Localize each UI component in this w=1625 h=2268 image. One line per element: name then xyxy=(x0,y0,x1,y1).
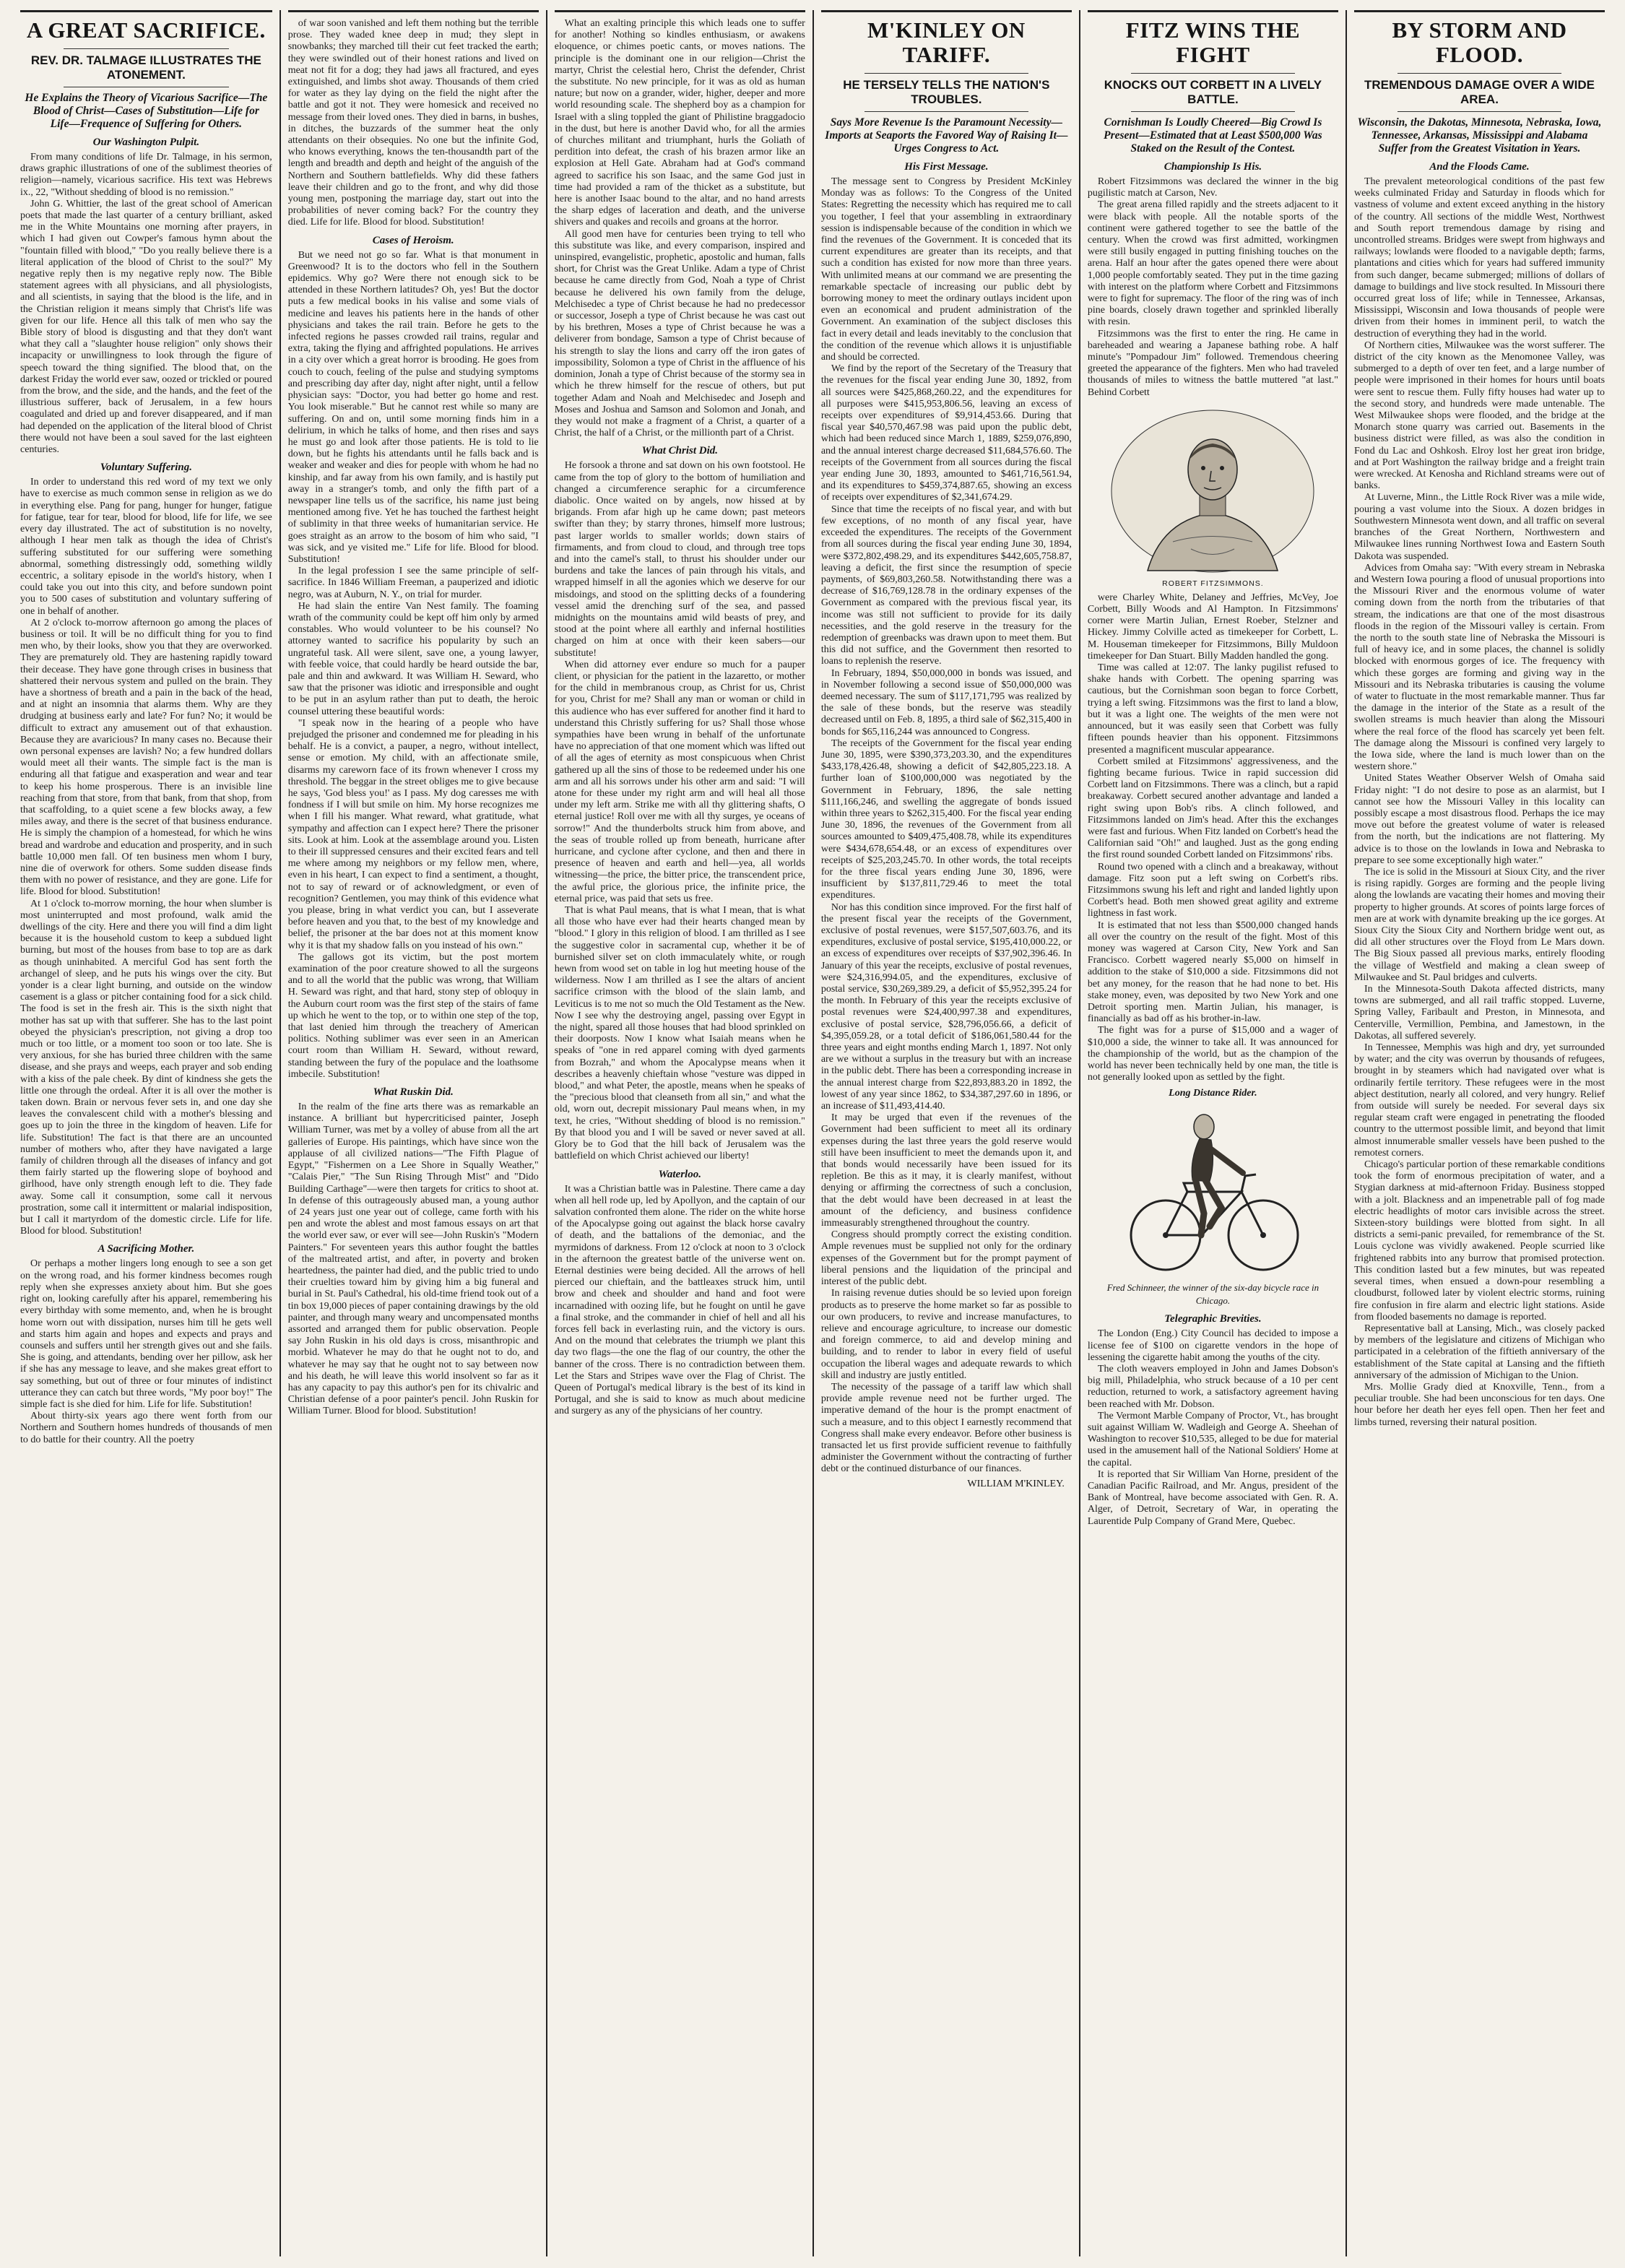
paragraph: At Luverne, Minn., the Little Rock River was a mile wide, pouring a vast volume into the Sioux. A dozen bridges in Southwestern Minnesota went down, and all traffic on several branches of the Great Northern, Northwestern and Milwaukee lines running Northwest Iowa and Eastern South Dakota was suspended. xyxy=(1353,492,1606,562)
paragraph: In February, 1894, $50,000,000 in bonds was issued, and in November following a second issue of $50,000,000 was deemed necessary. The sum of $117,171,795 was realized by the sale of these bonds, but the reserve was steadily decreased until on Feb. 8, 1895, a third sale of $62,315,400 in bonds for $65,116,244 was announced to Congress. xyxy=(820,667,1072,737)
section-head: Voluntary Suffering. xyxy=(100,462,192,474)
paragraph: In the realm of the fine arts there was as remarkable an instance. A brilliant but hypercriticised painter, Joseph William Turner, was met by a volley of abuse from all the art galleries of Europe. His paintings, which have since won the applause of all civilized nations—"The Fifth Plague of Egypt," "Fishermen on a Lee Shore in Squally Weather," "Calais Pier," "The Sun Rising Through Mist" and "Dido Building Carthage"—were then targets for critics to shoot at. In defense of this outrageously abused man, a young author of 24 years just one year out of college, came forth with his pen and wrote the ablest and most famous essays on art that the world ever saw, or ever will see—John Ruskin's "Modern Painters." For seventeen years this author fought the battles of the maltreated artist, and after, in poverty and broken heartedness, the painter had died, and the public tried to undo their cruelties toward him by giving him a big funeral and burial in St. Paul's Cathedral, his old-time friend took out of a tin box 19,000 pieces of paper containing drawings by the old painter, and through many weary and uncompensated months assorted and arranged them for public observation. People say John Ruskin in his old days is cross, misanthropic and morbid. Whatever he may do that he ought not to do, and whatever he may say that he ought not to say between now and his death, he will leave this world insolvent so far as it has any capacity to pay this author's pen for its chivalric and Christian defense of a poor painter's pencil. John Ruskin for William Turner. Blood for blood. Substitution! xyxy=(287,1101,539,1417)
column-talmage-end xyxy=(546,10,812,2256)
article-body xyxy=(288,18,539,1418)
paragraph: John G. Whittier, the last of the great school of American poets that made the last quarter of a century brilliant, asked me in the White Mountains one morning after prayers, in which I had given out Cowper's famous hymn about the "fountain filled with blood," "Do you really believe there is a literal application of the blood of Christ to the soul?" My negative reply then is my negative reply now. The Bible statement agrees with all physicians, and all physiologists, and all scientists, in saying that the blood is the life, and in the Christian religion it means simply that Christ's life was given for our life. Hence all this talk of men who say the Bible story of blood is disgusting and that they don't want what they call a "slaughter house religion" only shows their incapacity or unwillingness to look through the figure of speech toward the thing signified. The blood that, on the darkest Friday the world ever saw, oozed or trickled or poured from the brow, and the side, and the hands, and the feet of the illustrious sufferer, back of Jerusalem, in a few hours coagulated and dried up and forever disappeared, and if man had depended on the application of the literal blood of Christ there would not have been a soul saved for the last eighteen centuries. xyxy=(20,198,272,456)
paragraph: of war soon vanished and left them nothing but the terrible prose. They waded knee deep in mud; they slept in snowbanks; they marched till their cut feet tracked the earth; they were swindled out of their honest rations and lived on meat not fit for a dog; they had jaws all fractured, and eyes extinguished, and limbs shot away. Thousands of them cried for water as they lay dying on the field the night after the battle and got it not. They were homesick and received no message from their loved ones. They died in barns, in bushes, in ditches, the buzzards of the summer heat the only attendants on their obsequies. No one but the infinite God, who knows everything, knows the ten-thousandth part of the length and breadth and depth and height of the anguish of the Northern and Southern battlefields. Why did these fathers leave their children and go to the front, and why did those young men, postponing the marriage day, start out into the probabilities of never coming back? For the country they died. Life for life. Blood for blood. Substitution! xyxy=(287,18,539,228)
deck: HE TERSELY TELLS THE NATION'S TROUBLES. xyxy=(843,78,1050,106)
paragraph: It is estimated that not less than $500,000 changed hands all over the country on the result of the fight. Most of this money was wagered at Carson City, New York and San Francisco. Corbett wagered nearly $5,000 on himself in addition to the stake of $10,000 a side. Fitzsimmons did not bet any money, for the reason that he had none to bet. His stake money, even, was deposited by two New York and one Detroit sporting men. Martin Julian, his manager, is financially as bad off as his brother-in-law. xyxy=(1087,919,1338,1025)
paragraph: The fight was for a purse of $15,000 and a wager of $10,000 a side, the winner to take all. It was announced for the championship of the world, but as the champion of the world has never been technically held by one man, the title is not generally looked upon as settled by the fight. xyxy=(1087,1025,1338,1083)
paragraph: In raising revenue duties should be so levied upon foreign products as to preserve the home market so far as possible to our own producers, to revive and increase manufactures, to relieve and encourage agriculture, to increase our domestic and foreign commerce, to aid and develop mining and building, and to render to labor in every field of useful occupation the liberal wages and adequate rewards to which skill and industry are justly entitled. xyxy=(820,1288,1072,1381)
paragraph: Time was called at 12:07. The lanky pugilist refused to shake hands with Corbett. The opening sparring was cautious, but the Cornishman soon began to force Corbett, trying a left swing. Fitzsimmons was the first to land a blow, but it was a light one. The weights of the men were not announced, but it was easily seen that Corbett was fully fifteen pounds heavier than his opponent. Fitzsimmons presented a magnificent muscular appearance. xyxy=(1087,662,1338,756)
paragraph: In Tennessee, Memphis was high and dry, yet surrounded by water; and the city was overrun by thousands of refugees, brought in by steamers which had navigated over what is ordinarily fertile territory. These refugees were in the most abject destitution, nearly all colored, and very hungry. Relief from outside will surely be needed. For several days six regular steam craft were engaged in penetrating the flooded country to the uttermost possible limit, and beyond that limit almost innumerable smaller vessels have been pushed to the remotest corners. xyxy=(1353,1042,1606,1159)
boxer-portrait-icon xyxy=(1104,404,1321,578)
subdeck: Says More Revenue Is the Paramount Necessity—Imports at Seaports the Favored Way of Raising It—Urges Congress to Act. xyxy=(825,116,1068,155)
paragraph: When did attorney ever endure so much for a pauper client, or physician for the patient in the lazaretto, or mother for the child in membranous croup, as Christ for us, Christ for you, Christ for me? Shall any man or woman or child in this audience who has ever suffered for another find it hard to understand this Christly suffering for us? Shall those whose sympathies have been wrung in behalf of the unfortunate have no appreciation of that one moment which was lifted out of all the ages of eternity as most conspicuous when Christ gathered up all the sins of those to be redeemed under his one arm and all his sorrows under his other arm and said: "I will atone for these under my right arm and will heal all those under my left arm. Strike me with all thy glittering shafts, O eternal justice! Roll over me with all thy surges, ye oceans of sorrow!" And the thunderbolts struck him from above, and the seas of trouble rolled up from beneath, hurricane after hurricane, and cyclone after cyclone, and then and there in presence of heaven and earth and hell—yea, all worlds witnessing—the price, the bitter price, the transcendent price, the awful price, the glorious price, the infinite price, the eternal price, was paid that sets us free. xyxy=(554,659,805,904)
paragraph: In the Minnesota-South Dakota affected districts, many towns are submerged, and all rail traffic stopped. Luverne, Spring Valley, Faribault and Preston, in Minnesota, and Centerville, Vermillion, Pembina, and Jamestown, in the Dakotas, all suffered severely. xyxy=(1353,984,1606,1042)
paragraph: Advices from Omaha say: "With every stream in Nebraska and Western Iowa pouring a flood of unusual proportions into the Missouri River and the enormous volume of water coming down from the north from the tributaries of that stream, the indications are that one of the most disastrous floods in the region of the Missouri valley is certain. From the north to the south state line of Nebraska the Missouri is full of heavy ice, and in some places, the channel is solidly blocked with enormous gorges of ice. The frequency with which these gorges are forming and giving way in the Missouri and its Nebraska tributaries is causing the volume of water to fluctuate in the most remarkable manner. Thus far the damage in the interior of the State as a result of the swollen streams is much heavier than along the Missouri where the real force of the flood has scarcely yet been felt. The damage along the Missouri is confined very largely to the Iowa side, where the land is much lower than on the western shore." xyxy=(1353,562,1606,773)
section-head: A Sacrificing Mother. xyxy=(98,1243,195,1255)
deck: TREMENDOUS DAMAGE OVER A WIDE AREA. xyxy=(1364,78,1595,106)
divider xyxy=(864,73,1028,74)
fitzsimmons-portrait xyxy=(1088,404,1338,588)
article-body xyxy=(821,161,1072,1490)
figure-title: Long Distance Rider. xyxy=(1169,1088,1257,1099)
figure-caption: Fred Schinneer, the winner of the six-day bicycle race in Chicago. xyxy=(1106,1282,1320,1307)
paragraph: Or perhaps a mother lingers long enough to see a son get on the wrong road, and his former kindness becomes rough reply when she expresses anxiety about him. But she goes right on, looking carefully after his apparel, remembering his every birthday with some memento, and, when he is brought home worn out with dissipation, nurses him till he gets well and starts him again and hopes and expects and prays and counsels and suffers until her strength gives out and she fails. She is going, and attendants, bending over her pillow, ask her if she has any message to leave, and she makes great effort to say something, but out of three or four minutes of indistinct utterance they can catch but three words, "My poor boy!" The simple fact is she died for him. Life for life. Substitution! xyxy=(20,1258,272,1410)
divider xyxy=(64,48,229,49)
paragraph: Of Northern cities, Milwaukee was the worst sufferer. The district of the city known as the Menomonee Valley, was submerged to a depth of over ten feet, and a large number of people were imprisoned in their homes for hours until boats were sent to rescue them. Fully fifty houses had water up to the second story, and hundreds were made untenable. The West Milwaukee shops were flooded, and the bridge at the Monarch stone quarry was carried out. Basements in the business district were filled, as was also the condition in Fond du Lac and Oshkosh. Elroy lost her great iron bridge, and at Port Washington the railway bridge and a freight train were wrecked. At Kenosha and Richland streams were out of banks. xyxy=(1353,339,1606,492)
paragraph: What an exalting principle this which leads one to suffer for another! Nothing so kindles enthusiasm, or awakens eloquence, or chimes poetic cants, or moves nations. The principle is the dominant one in our religion—Christ the martyr, Christ the celestial hero, Christ the defender, Christ the substitute. No new principle, for it was as old as human nature; but now on a grander, wider, higher, deeper and more world resounding scale. The shepherd boy as a champion for Israel with a sling toppled the giant of Philistine braggadocio in the dust, but here is another David who, for all the armies of churches militant and triumphant, hurls the Goliath of perdition into defeat, the crash of his brazen armor like an explosion at Hell Gate. Abraham had at God's command agreed to sacrifice his son Isaac, and the same God just in time had provided a ram of the thicket as a substitute, but here is another Isaac bound to the altar, and no hand arrests the sharp edges of laceration and death, and the universe shivers and quakes and recoils and groans at the horror. xyxy=(554,18,805,228)
top-rule xyxy=(1354,10,1605,12)
brief-item: The Vermont Marble Company of Proctor, Vt., has brought suit against William W. Wadleigh and George A. Sheehan of Washington to recover $10,535, alleged to be due for material used in the amusement hall of the National Soldiers' Home at the capital. xyxy=(1087,1410,1338,1468)
paragraph: At 2 o'clock to-morrow afternoon go among the places of business or toil. It will be no difficult thing for you to find men who, by their looks, show you that they are overworked. They are prematurely old. They are hastening rapidly toward their decease. They have gone through crises in business that shattered their nervous system and pulled on the brain. They have a shortness of breath and a pain in the back of the head, and at night an insomnia that alarms them. Why are they drudging at business early and late? For fun? No; it would be difficult to extract any amusement out of that exhaustion. Because they are avaricious? In many cases no. Because their own personal expenses are lavish? No; a few hundred dollars would meet all their wants. The simple fact is the man is enduring all that fatigue and exasperation and wear and tear to keep his home prosperous. There is an invisible line reaching from that store, from that bank, from that shop, from that scaffolding, to a quiet scene a few blocks away, a few miles away, and there is the secret of that business endurance. He is simply the champion of a homestead, for which he wins bread and wardrobe and education and prosperity, and in such battle 10,000 men fall. Of ten business men whom I bury, nine die of overwork for others. Some sudden disease finds them with no power of resistance, and they are gone. Life for life. Blood for blood. Substitution! xyxy=(20,617,272,898)
column-floods xyxy=(1346,10,1612,2256)
paragraph: In the legal profession I see the same principle of self-sacrifice. In 1846 William Freeman, a pauperized and idiotic negro, was at Auburn, N. Y., on trial for murder. xyxy=(287,566,539,600)
paragraph: The prevalent meteorological conditions of the past few weeks culminated Friday and Saturday in floods which for vastness of volume and extent exceed anything in the history of the country. All sections of the middle West, Northwest and South report tremendous damage by rising and uncontrolled streams. Bridges were swept from highways and railways; lowlands were flooded to a navigable depth; farms, plantations and cities which for years had suffered immunity from such danger, became submerged; millions of dollars of damage to buildings and live stock resulted. In Missouri there occurred great loss of life; while in Tennessee, Arkansas, Mississippi, Wisconsin and Iowa thousands of people were driven from their homes in imminent peril, to watch the destruction of everything they had in the world. xyxy=(1353,176,1606,339)
paragraph: The gallows got its victim, but the post mortem examination of the poor creature showed to all the surgeons and to all the world that the public was wrong, that William H. Seward was right, and that hard, stony step of obloquy in the Auburn court room was the first step of the stairs of fame up which he went to the top, or to within one step of the top, that last denied him through the treachery of American politics. Nothing sublimer was ever seen in an American court room than William H. Seward, without reward, standing between the fury of the populace and the loathsome imbecile. Substitution! xyxy=(287,951,539,1080)
paragraph: From many conditions of life Dr. Talmage, in his sermon, draws graphic illustrations of one of the sublimest theories of religion—namely, vicarious sacrifice. His text was Hebrews ix., 22, "Without shedding of blood is no remission." xyxy=(20,152,272,198)
paragraph: Corbett smiled at Fitzsimmons' aggressiveness, and the fighting became furious. Twice in rapid succession did Corbett land on Fitzsimmons. There was a clinch, but a rapid breakaway. Corbett secured another advantage and landed a right swing upon Bob's ribs. A clinch followed, and Fitzsimmons landed on Jim's head. After this the exchanges were fast and furious. When Fitz landed on Corbett's head the Californian said "Oh!" and laughed. Just as the gong ending the first round sounded Corbett landed on Fitzsimmons' ribs. xyxy=(1087,756,1338,861)
divider xyxy=(1398,111,1561,112)
figure-caption: ROBERT FITZSIMMONS. xyxy=(1162,579,1264,588)
top-rule xyxy=(555,10,805,12)
section-head: His First Message. xyxy=(904,161,989,173)
paragraph: Mrs. Mollie Grady died at Knoxville, Tenn., from a peculiar trouble. She had been unconscious for ten days. One hour before her death her eyes fell open. Then her feet and limbs turned, reversing their natural position. xyxy=(1353,1381,1606,1428)
paragraph: were Charley White, Delaney and Jeffries, McVey, Joe Corbett, Billy Woods and Al Hampton. In Fitzsimmons' corner were Martin Julian, Ernest Roeber, Stelzner and Hickey. Jimmy Colville acted as timekeeper for Corbett, L. M. Houseman timekeeper for Fitzsimmons, Billy Muldoon timekeeper for Dan Stuart. Billy Madden handled the gong. xyxy=(1087,592,1338,662)
paragraph: The message sent to Congress by President McKinley Monday was as follows: To the Congress of the United States: Regretting the necessity which has required me to call you together, I feel that your assembling in extraordinary session is indispensable because of the condition in which we find the revenues of the Government. It is conceded that its current expenditures are greater than its receipts, and that such a condition has existed for now more than three years. With unlimited means at our command we are presenting the remarkable spectacle of increasing our public debt by borrowing money to meet the ordinary outlays incident upon even an economical and prudent administration of the Government. An examination of the subject discloses this fact in every detail and leads inevitably to the conclusion that the condition of the revenue which allows it is unjustifiable and should be corrected. xyxy=(820,176,1072,363)
paragraph: Representative ball at Lansing, Mich., was closely packed by members of the legislature and citizens of Michigan who participated in a celebration of the fiftieth anniversary of the establishment of the State capital at Lansing and the fiftieth anniversary of the admission of Michigan to the Union. xyxy=(1353,1323,1606,1381)
section-head: What Christ Did. xyxy=(641,445,719,457)
section-head: Cases of Heroism. xyxy=(372,234,454,246)
brief-item: It is reported that Sir William Van Horne, president of the Canadian Pacific Railroad, and Mr. Angus, president of the Bank of Montreal, have become associated with Gen. R. A. Alger, of Detroit, Secretary of War, in operating the Laurentide Pulp Company of Grand Mere, Quebec. xyxy=(1087,1468,1338,1527)
article-body xyxy=(1354,161,1605,1429)
paragraph: Fitzsimmons was the first to enter the ring. He came in bareheaded and wearing a Japanese bathing robe. A half minute's "Pompadour Jim" followed. Tremendous cheering greeted the appearance of the fighters. Men who had traveled thousands of miles to witness the battle muttered "at last." Behind Corbett xyxy=(1087,328,1338,398)
divider xyxy=(1131,73,1295,74)
bicycle-rider-illustration xyxy=(1088,1105,1338,1278)
column-fitzsimmons xyxy=(1079,10,1346,2256)
paragraph: Chicago's particular portion of these remarkable conditions took the form of enormous precipitation of water, and a Stygian darkness at mid-afternoon Friday. Business stopped with a jolt. Blackness and an impenetrable pall of fog made electric headlights of motor cars invisible across the street. Sixteen-story buildings were blotted from sight. In all districts a semi-panic prevailed, for remembrance of the St. Louis cyclone was vividly awakened. People scurried like frightened rabbits into any burrow that promised protection. This condition lasted but a few minutes, but was repeated several times, when ensued a down-pour resembling a cloudburst, followed later by violent electric storms, ruining fire confusion in fire alarm and electric light stations. Aside from flooded basements no damage is reported. xyxy=(1353,1159,1606,1323)
headline: BY STORM AND FLOOD. xyxy=(1392,17,1567,67)
paragraph: Congress should promptly correct the existing condition. Ample revenues must be supplied not only for the ordinary expenses of the Government but for the prompt payment of liberal pensions and the liquidation of the principal and interest of the public debt. xyxy=(820,1229,1072,1288)
paragraph: But we need not go so far. What is that monument in Greenwood? It is to the doctors who fell in the Southern epidemics. Why go? Were there not enough sick to be attended in these Northern latitudes? Oh, yes! But the doctor puts a few medical books in his valise and some vials of medicine and leaves his patients here in the hands of other physicians and takes the rail train. Before he gets to the infected regions he passes crowded rail trains, regular and extra, taking the flying and affrighted populations. He arrives in a city over which a great horror is brooding. He goes from couch to couch, feeling of the pulse and studying symptoms and prescribing day after day, night after night, until a fellow physician says: "Doctor, you had better go home and rest. You look miserable." But he cannot rest while so many are suffering. On and on, until some morning finds him in a delirium, in which he talks of home, and then rises and says he must go and look after those patients. He is told to lie down, but he fights his attendants until he falls back and is weaker and weaker and dies for people with whom he had no kinship, and far away from his own family, and is hastily put away in a stranger's tomb, and only the fifth part of a newspaper line tells us of the sacrifice, his name just being mentioned among five. Yet he has touched the farthest height of sublimity in that three weeks of humanitarian service. He goes straight as an arrow to the bosom of him who said, "I was sick, and ye visited me." Life for life. Blood for blood. Substitution! xyxy=(287,249,539,565)
paragraph: The receipts of the Government for the fiscal year ending June 30, 1895, were $390,373,203.30, and the expenditures $433,178,426.48, showing a deficit of $42,805,223.18. A further loan of $100,000,000 was negotiated by the Government in February, 1896, the sale netting $111,166,246, and swelling the aggregate of bonds issued within three years to $262,315,400. For the fiscal year ending June 30, 1896, the revenues of the Government from all sources amounted to $409,475,408.78, while its expenditures were $434,678,654.48, or an excess of expenditures over receipts of $25,203,245.70. In other words, the total receipts for the three fiscal years ending June 30, 1896, were insufficient by $137,811,729.46 to meet the total expenditures. xyxy=(820,737,1072,901)
paragraph: The great arena filled rapidly and the streets adjacent to it were black with people. All the notable sports of the continent were gathered together to see the battle of the century. When the crowd was first admitted, workingmen were still busily engaged in putting finishing touches on the arena. Half an hour after the gates opened there were about 1,000 people comfortably seated. They put in the time gazing with interest on the platform where Corbett and Fitzsimmons were to fight for supremacy. The floor of the ring was of inch pine boards, closely drawn together and sprinkled liberally with resin. xyxy=(1087,199,1338,328)
divider xyxy=(1131,111,1295,112)
article-body xyxy=(20,137,272,1446)
paragraph: About thirty-six years ago there went forth from our Northern and Southern homes hundreds of thousands of men to do battle for their country. All the poetry xyxy=(20,1411,272,1445)
column-talmage-continued xyxy=(280,10,546,2256)
section-head: What Ruskin Did. xyxy=(373,1086,454,1099)
divider xyxy=(1398,73,1561,74)
section-head: And the Floods Came. xyxy=(1429,161,1530,173)
paragraph: We find by the report of the Secretary of the Treasury that the revenues for the fiscal year ending June 30, 1892, from all sources were $425,868,260.22, and the expenditures for all purposes were $415,953,806.56, leaving an excess of receipts over expenditures of $9,914,453.66. During that fiscal year $40,570,467.98 was paid upon the public debt, which had been reduced since March 1, 1889, $259,076,890, and the annual interest charge decreased $11,684,576.60. The receipts of the Government from all sources during the fiscal year ending June 30, 1893, amounted to $461,716,561.94, and its expenditures to $459,374,887.65, showing an excess of receipts over expenditures of $2,341,674.29. xyxy=(820,363,1072,503)
brief-item: The London (Eng.) City Council has decided to impose a license fee of $100 on cigarette vendors in the hope of lessening the cigarette habit among the youths of the city. xyxy=(1087,1328,1338,1363)
top-rule xyxy=(821,10,1072,12)
brief-item: The cloth weavers employed in John and James Dobson's big mill, Philadelphia, who struck because of a 10 per cent reduction, returned to work, a satisfactory agreement having been reached with Mr. Dobson. xyxy=(1087,1364,1338,1410)
subdeck: Cornishman Is Loudly Cheered—Big Crowd Is Present—Estimated that at Least $500,000 Was Staked on the Result of the Contest. xyxy=(1104,116,1322,155)
deck: REV. DR. TALMAGE ILLUSTRATES THE ATONEMENT. xyxy=(30,53,261,82)
signature: WILLIAM M'KINLEY. xyxy=(967,1478,1065,1489)
column-talmage xyxy=(13,10,280,2256)
section-head: Our Washington Pulpit. xyxy=(92,137,200,148)
paragraph: It was a Christian battle was in Palestine. There came a day when all hell rode up, led by Apollyon, and the captain of our salvation confronted them alone. The rider on the white horse of the Apocalypse going out against the black horse cavalry of death, and the battalions of the demoniac, and the myrmidons of darkness. From 12 o'clock at noon to 3 o'clock in the afternoon the greatest battle of the universe went on. Eternal destinies were being decided. All the arrows of hell pierced our chieftain, and the battleaxes struck him, until brow and cheek and shoulder and hand and foot were incarnadined with oozing life, but he fought on until he gave a final stroke, and the commander in chief of hell and all his forces fell back in everlasting ruin, and the victory is ours. And on the mound that celebrates the triumph we plant this day two flags—the one the flag of our country, the other the banner of the cross. There is no contradiction between them. Let the Stars and Stripes wave over the Flag of Christ. The Queen of Portugal's medical library is the best of its kind in Portugal, and she is said to know as much about medicine and surgery as any of the physicians of her country. xyxy=(554,1183,805,1417)
subdeck: He Explains the Theory of Vicarious Sacrifice—The Blood of Christ—Cases of Substitution—Life for Life—Frequence of Suffering for Others. xyxy=(25,92,268,130)
deck: KNOCKS OUT CORBETT IN A LIVELY BATTLE. xyxy=(1104,78,1322,106)
paragraph: He had slain the entire Van Nest family. The foaming wrath of the community could be kept off him only by armed constables. Who would volunteer to be his counsel? No attorney wanted to sacrifice his popularity by such an ungrateful task. All were silent, save one, a young lawyer, with feeble voice, that could hardly be heard outside the bar, pale and thin and awkward. It was William H. Seward, who saw that the prisoner was idiotic and irresponsible and ought to be put in an asylum rather than put to death, the heroic counsel uttering these beautiful words: xyxy=(287,600,539,717)
paragraph: The necessity of the passage of a tariff law which shall provide ample revenue need not be further urged. The imperative demand of the hour is the prompt enactment of such a measure, and to this object I earnestly recommend that Congress shall make every endeavor. Before other business is transacted let us first provide sufficient revenue to faithfully administer the Government without the contracting of further debt or the continued disturbance of our finances. xyxy=(820,1381,1072,1475)
paragraph: Since that time the receipts of no fiscal year, and with but few exceptions, of no month of any fiscal year, have exceeded the expenditures. The receipts of the Government from all sources during the fiscal year ending June 30, 1894, were $372,802,498.29, and its expenditures $442,605,758.87, leaving a deficit, the first since the resumption of specie payments, of $69,803,260.58. Notwithstanding there was a decrease of $16,769,128.78 in the ordinary expenses of the Government as compared with the previous fiscal year, its income was still not sufficient to provide for its daily necessities, and the gold reserve in the treasury for the redemption of greenbacks was drawn upon to meet them. But this did not suffice, and the Government then resorted to loans to replenish the reserve. xyxy=(820,503,1072,667)
paragraph: "I speak now in the hearing of a people who have prejudged the prisoner and condemned me for pleading in his behalf. He is a convict, a pauper, a negro, without intellect, sense or emotion. My child, with an affectionate smile, disarms my careworn face of its frown whenever I cross my threshold. The beggar in the street obliges me to give because he says, 'God bless you!' as I pass. My dog caresses me with fondness if I will but smile on him. My horse recognizes me when I fill his manger. What reward, what gratitude, what sympathy and affection can I expect here? There the prisoner sits. Look at him. Look at the assemblage around you. Listen to their ill suppressed censures and their excited fears and tell me where among my neighbors or my fellow men, where, even in his heart, I can expect to find a sentiment, a thought, not to say of reward or of acknowledgment, or even of recognition? Gentlemen, you may think of this evidence what you please, bring in what verdict you can, but I asseverate before heaven and you that, to the best of my knowledge and belief, the prisoner at the bar does not at this moment know why it is that my shadow falls on you instead of his own." xyxy=(287,717,539,951)
section-head: Telegraphic Brevities. xyxy=(1164,1313,1262,1325)
paragraph: He forsook a throne and sat down on his own footstool. He came from the top of glory to the bottom of humiliation and changed a circumference seraphic for a circumference diabolic. Once waited on by angels, now hissed at by brigands. From afar high up he came down; past meteors swifter than they; by starry thrones, himself more lustrous; past larger worlds to smaller worlds; down stairs of firmaments, and from cloud to cloud, and through tree tops and into the camel's stall, to thrust his shoulder under our burdens and take the lances of pain through his vitals, and wrapped himself in all the agonies which we deserve for our misdoings, and stood on the splitting decks of a foundering vessel amid the drenching surf of the sea, and passed midnights on the mountains amid wild beasts of prey, and stood at the point where all earthly and infernal hostilities charged on him at once with their keen sabers—our substitute! xyxy=(554,460,805,659)
paragraph: United States Weather Observer Welsh of Omaha said Friday night: "I do not desire to pose as an alarmist, but I cannot see how the Missouri Valley in this locality can possibly escape a most disastrous flood. Perhaps the ice may move out before the greatest volume of water is released from the north, but the indications are not flattering. My advice is to those on the lowlands in Iowa and Nebraska to prepare to see some exceptionally high water." xyxy=(1353,773,1606,866)
subdeck: Wisconsin, the Dakotas, Minnesota, Nebraska, Iowa, Tennessee, Arkansas, Mississippi and Alabama Suffer from the Greatest Visitation in Years. xyxy=(1357,116,1602,155)
section-head: Championship Is His. xyxy=(1164,161,1262,173)
paragraph: In order to understand this red word of my text we only have to exercise as much common sense in religion as we do in everything else. Pang for pang, hunger for hunger, fatigue for fatigue, tear for tear, blood for blood, life for life, we see every day illustrated. The act of substitution is no novelty, although I hear men talk as though the idea of Christ's suffering substituted for our suffering were something abnormal, something distressingly odd, something wildly eccentric, a solitary episode in the world's history, when I could take you out into this city, and before sundown point you to 500 cases of substitution and voluntary suffering of one in behalf of another. xyxy=(20,477,272,617)
column-mckinley xyxy=(812,10,1079,2256)
top-rule xyxy=(20,10,272,12)
paragraph: That is what Paul means, that is what I mean, that is what all those who have ever had their hearts changed mean by "blood." I glory in this religion of blood. I am thrilled as I see the suggestive color in sacramental cup, whether it be of burnished silver set on cloth immaculately white, or rough hewn from wood set on table in log hut meeting house of the wilderness. Now I am thrilled as I see the altars of ancient sacrifice crimson with the blood of the slain lamb, and Leviticus is to me not so much the Old Testament as the New. Now I see why the destroying angel, passing over Egypt in the night, spared all those houses that had blood sprinkled on their doorposts. Now I know what Isaiah means when he speaks of "one in red apparel coming with dyed garments from Bozrah," and whom the Apocalypse means when it describes a heavenly chieftain whose "vesture was dipped in blood," and what Peter, the apostle, means when he speaks of the "precious blood that cleanseth from all sin," and what the old, worn out, decrepit missionary Paul means when, in my text, he cries, "Without shedding of blood is no remission." By that blood you and I will be saved or never saved at all. Glory be to God that the hill back of Jerusalem was the battlefield on which Christ achieved our liberty! xyxy=(554,905,805,1162)
paragraph: The ice is solid in the Missouri at Sioux City, and the river is rising rapidly. Gorges are forming and the people living along the lowlands are vacating their homes and moving their property to higher grounds. At scores of points large forces of men are at work with dynamite breaking up the ice gorges. At Sioux City the Sioux City and Northern bridge went out, as did all other structures over the Floyd from Le Mars down. The Big Sioux passed all previous marks, entirely flooding the village of Westfield and making a clean sweep of Milwaukee and St. Paul bridges and culverts. xyxy=(1353,866,1606,983)
paragraph: Round two opened with a clinch and a breakaway, without damage. Fitz soon put a left swing on Corbett's ribs. Fitzsimmons swung his left and right and landed lightly upon Corbett's head. Both men showed great agility and extreme lightness in fast work. xyxy=(1087,861,1338,919)
top-rule xyxy=(1088,10,1338,12)
top-rule xyxy=(288,10,539,12)
paragraph: All good men have for centuries been trying to tell who this substitute was like, and every comparison, inspired and uninspired, evangelistic, prophetic, apostolic and human, falls short, for Christ was the Great Unlike. Adam a type of Christ because he came directly from God, Noah a type of Christ because he delivered his own family from the deluge, Melchisedec a type of Christ because he had no predecessor or successor, Joseph a type of Christ because he was cast out by his brethren, Moses a type of Christ because he was a deliverer from bondage, Samson a type of Christ because of his strength to slay the lions and carry off the iron gates of impossibility, Solomon a type of Christ in the affluence of his dominion, Jonah a type of Christ because of the stormy sea in which he threw himself for the rescue of others, but put together Adam and Noah and Melchisedec and Joseph and Moses and Joshua and Samson and Solomon and Jonah, and they would not make a fragment of a Christ, a quarter of a Christ, the half of a Christ, or the millionth part of a Christ. xyxy=(554,228,805,439)
bicycle-icon xyxy=(1119,1105,1306,1278)
headline: FITZ WINS THE FIGHT xyxy=(1125,17,1301,67)
headline: M'KINLEY ON TARIFF. xyxy=(867,17,1026,67)
paragraph: It may be urged that even if the revenues of the Government had been sufficient to meet all its ordinary expenses during the last three years the gold reserve would still have been insufficient to meet the demands upon it, and that bonds would necessarily have been issued for its repletion. Be this as it may, it is clearly manifest, without denying or affirming the correctness of such a conclusion, that the debt would have been decreased in at least the amount of the deficiency, and business confidence immeasurably strengthened throughout the country. xyxy=(820,1112,1072,1229)
article-body xyxy=(1088,161,1338,1528)
section-head: Waterloo. xyxy=(658,1168,701,1180)
paragraph: Nor has this condition since improved. For the first half of the present fiscal year the receipts of the Government, exclusive of postal revenues, were $157,507,603.76, and its expenditures, exclusive of postal service, $195,410,000.22, or an excess of expenditures over receipts of $37,902,396.46. In January of this year the receipts, exclusive of postal revenues, were $24,316,994.05, and the expenditures, exclusive of postal service, $30,269,389.29, a deficit of $5,952,395.24 for the month. In February of this year the receipts exclusive of postal revenues were $24,400,997.38 and expenditures, exclusive of postal service, $28,796,056.66, a deficit of $4,395,059.28, or a total deficit of $186,061,580.44 for the three years and eight months ending March 1, 1897. Not only are we without a surplus in the treasury but with an increase in the public debt. There has been a corresponding increase in the annual interest charge from $22,893,883.20 in 1892, the lowest of any year since 1862, to $34,387,297.60 in 1896, or an increase of $11,493,414.40. xyxy=(820,901,1072,1112)
paragraph: At 1 o'clock to-morrow morning, the hour when slumber is most uninterrupted and most profound, walk amid the dwellings of the city. Here and there you will find a dim light because it is the household custom to keep a subdued light burning, but most of the houses from base to top are as dark as though uninhabited. A merciful God has sent forth the archangel of sleep, and he puts his wings over the city. But yonder is a clear light burning, and outside on the window casement is a glass or pitcher containing food for a sick child. The food is set in the fresh air. This is the sixth night that mother has sat up with that sufferer. She has to the last point obeyed the physician's prescription, not giving a drop too much or too little, or a moment too soon or too late. She is very anxious, for she has buried three children with the same disease, and she prays and weeps, each prayer and sob ending with a kiss of the pale cheek. By dint of kindness she gets the little one through the ordeal. After it is all over the mother is taken down. Brain or nervous fever sets in, and one day she leaves the convalescent child with a mother's blessing and goes up to join the three in the kingdom of heaven. Life for life. Substitution! The fact is that there are an uncounted number of mothers who, after they have navigated a large family of children through all the diseases of infancy and got them fairly started up the flowering slope of boyhood and girlhood, have only strength enough left to die. They fade away. Some call it consumption, some call it nervous prostration, some call it intermittent or malarial indisposition, but I call it martyrdom of the domestic circle. Life for life. Blood for blood. Substitution! xyxy=(20,898,272,1237)
paragraph: Robert Fitzsimmons was declared the winner in the big pugilistic match at Carson, Nev. xyxy=(1087,176,1338,199)
article-body xyxy=(555,18,805,1418)
headline: A GREAT SACRIFICE. xyxy=(26,17,266,43)
divider xyxy=(864,111,1028,112)
